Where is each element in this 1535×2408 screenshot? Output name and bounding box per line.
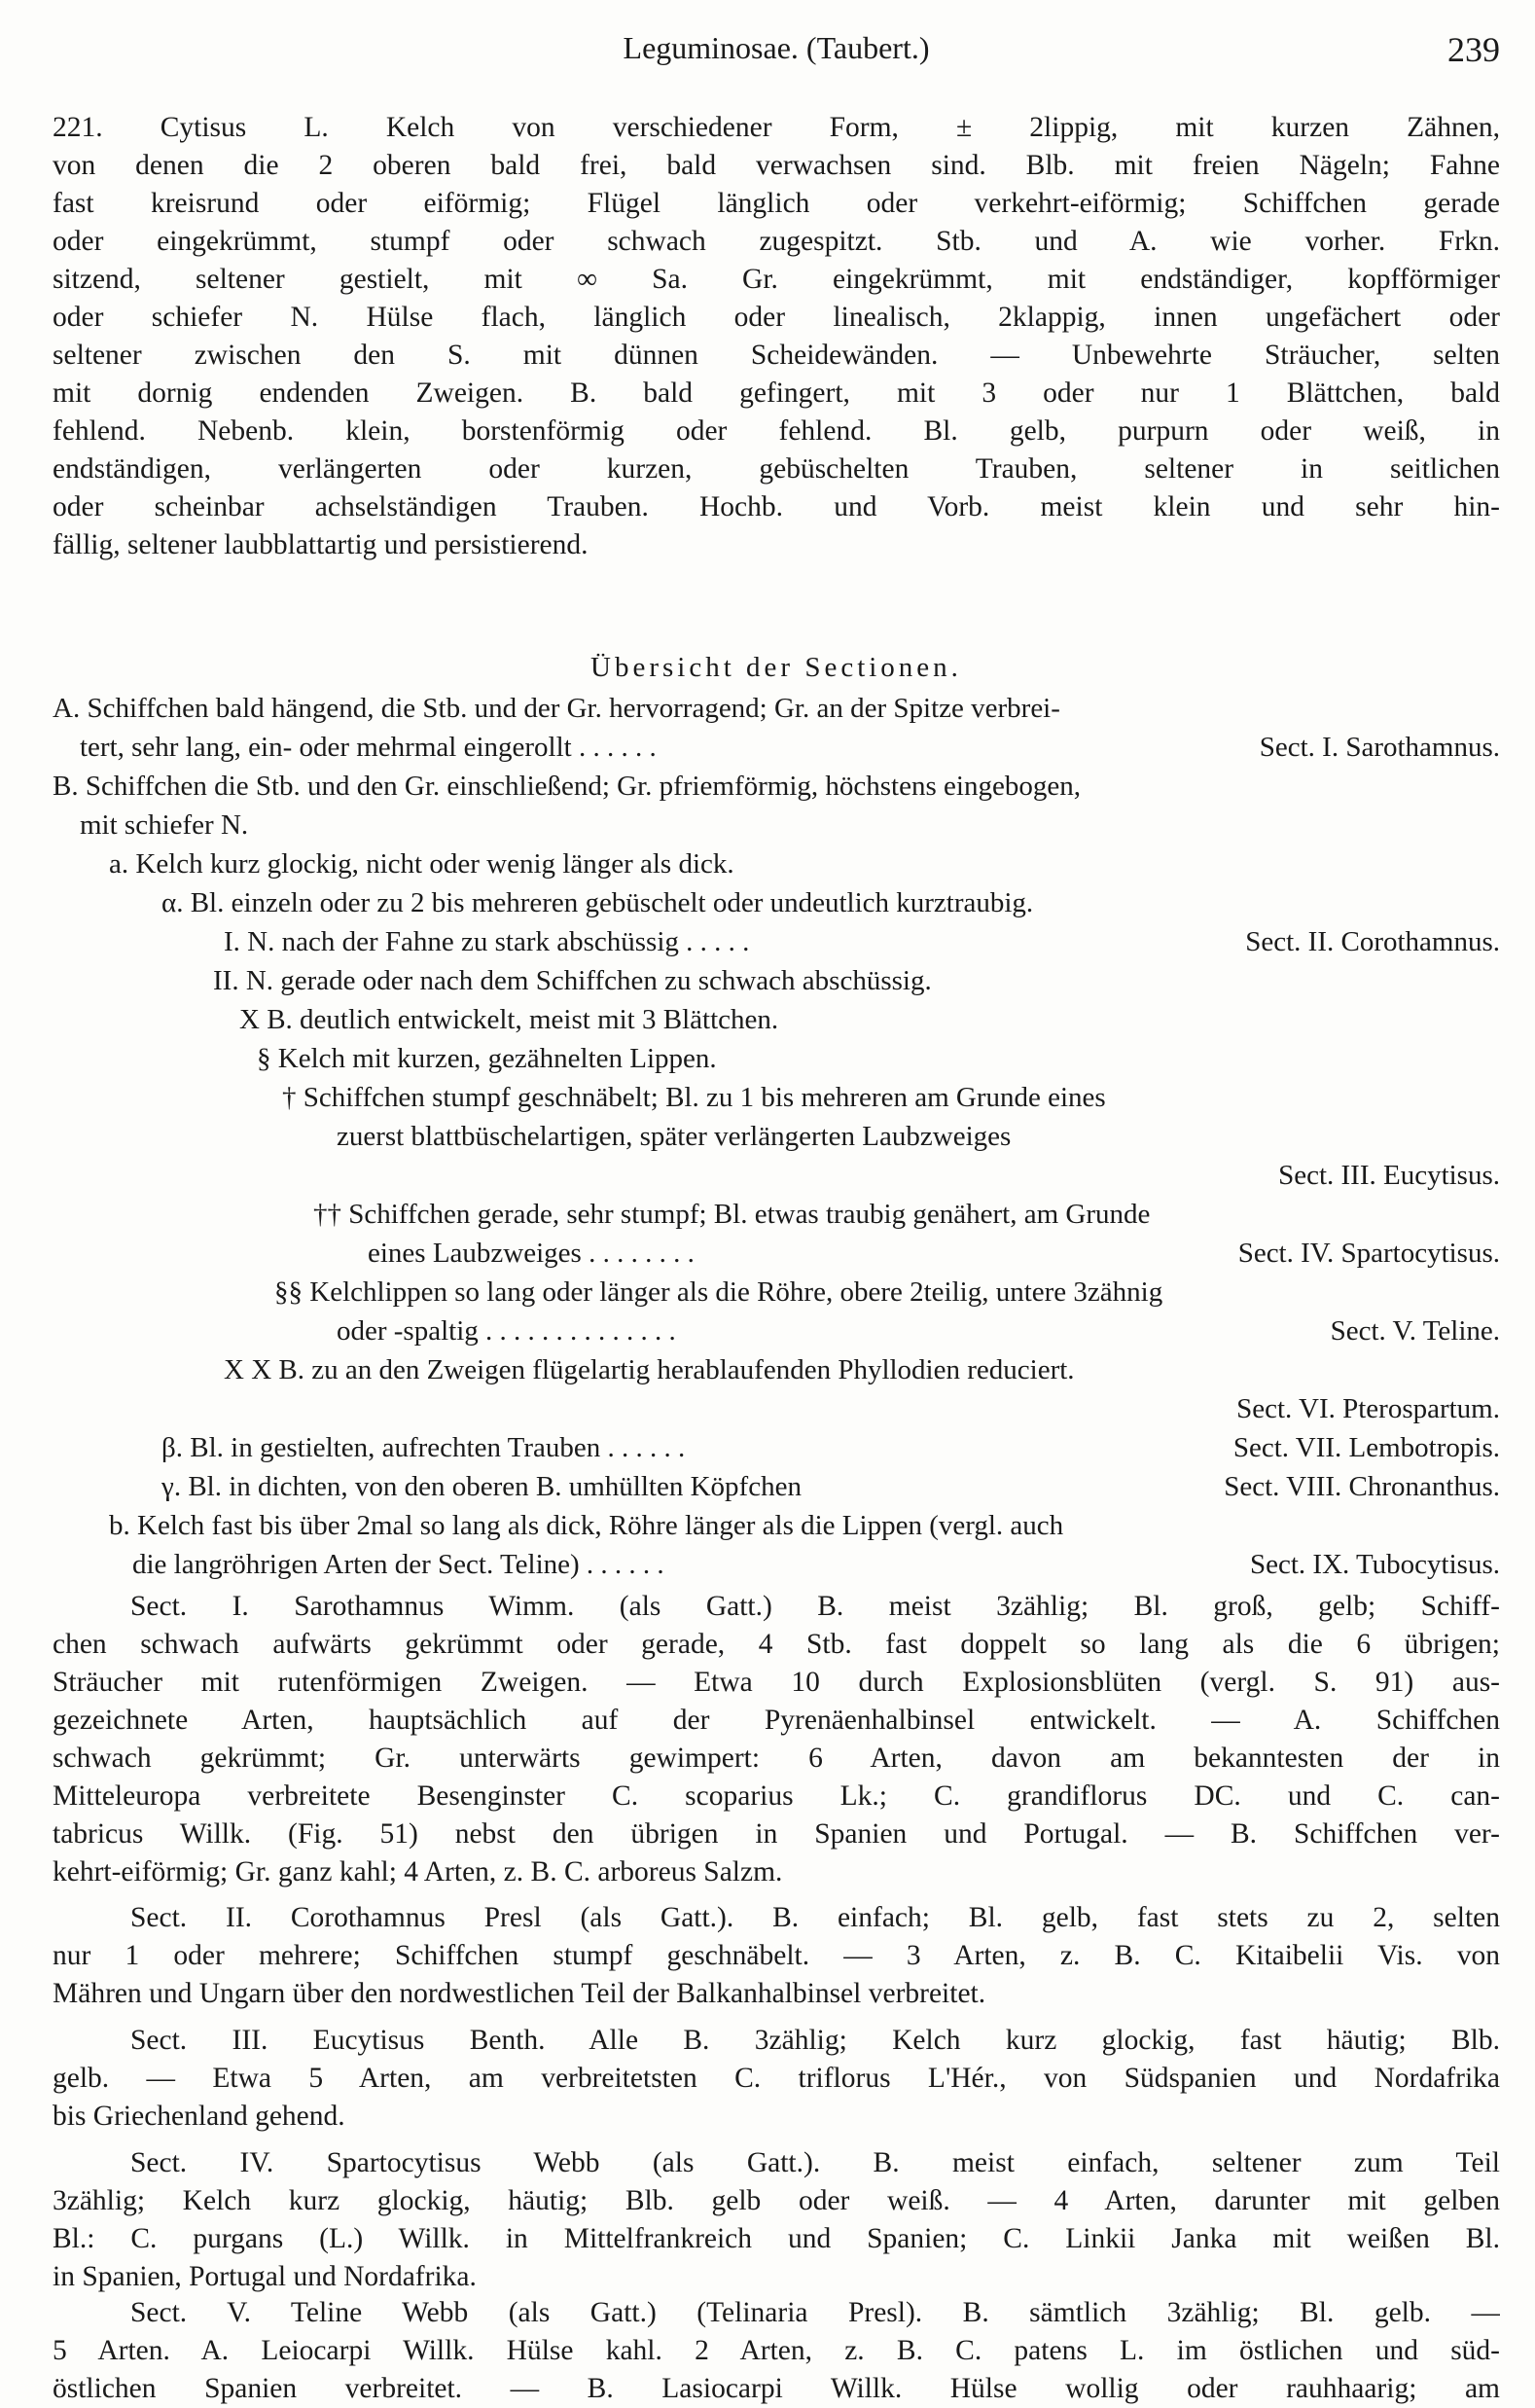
key-line: eines Laubzweiges . . . . . . . . Sect. IV. Spartocytisus.: [368, 1238, 1500, 1269]
key-line: die langröhrigen Arten der Sect. Teline) . . . . . . Sect. IX. Tubocytisus.: [132, 1549, 1500, 1580]
text-line: Sect. III. Eucytisus Benth. Alle B. 3zählig; Kelch kurz glockig, fast häutig; Blb.: [130, 2025, 1500, 2056]
page-number: 239: [1447, 30, 1500, 69]
text-line: 5 Arten. A. Leiocarpi Willk. Hülse kahl. 2 Arten, z. B. C. patens L. im östlichen und süd-: [53, 2335, 1500, 2366]
key-line: † Schiffchen stumpf geschnäbelt; Bl. zu 1 bis mehreren am Grunde eines: [282, 1082, 1106, 1113]
section-eucytisus: [53, 2022, 1500, 2136]
text-line: tabricus Willk. (Fig. 51) nebst den übrigen in Spanien und Portugal. — B. Schiffchen ver-: [53, 1818, 1500, 1850]
key-line: X B. deutlich entwickelt, meist mit 3 Blättchen.: [239, 1004, 779, 1035]
key-line: § Kelch mit kurzen, gezähnelten Lippen.: [257, 1043, 717, 1074]
text-line: gezeichnete Arten, hauptsächlich auf der Pyrenäenhalbinsel entwickelt. — A. Schiffchen: [53, 1705, 1500, 1736]
key-line: mit schiefer N.: [80, 809, 249, 841]
key-line: A. Schiffchen bald hängend, die Stb. und der Gr. hervorragend; Gr. an der Spitze verbrei-: [53, 693, 1060, 724]
running-title: Leguminosae. (Taubert.): [623, 30, 930, 65]
key-line: α. Bl. einzeln oder zu 2 bis mehreren gebüschelt oder undeutlich kurztraubig.: [161, 887, 1034, 918]
text-line: schwach gekrümmt; Gr. unterwärts gewimpert: 6 Arten, davon am bekanntesten der in: [53, 1743, 1500, 1774]
text-line: Sect. IV. Spartocytisus Webb (als Gatt.). B. meist einfach, seltener zum Teil: [130, 2147, 1500, 2178]
text-line: oder schiefer N. Hülse flach, länglich oder linealisch, 2klappig, innen ungefächert oder: [53, 302, 1500, 333]
key-line: b. Kelch fast bis über 2mal so lang als dick, Röhre länger als die Lippen (vergl. auch: [109, 1510, 1064, 1541]
text-line: sitzend, seltener gestielt, mit ∞ Sa. Gr. eingekrümmt, mit endständiger, kopfförmiger: [53, 264, 1500, 295]
text-line: Mähren und Ungarn über den nordwestlichen Teil der Balkanhalbinsel verbreitet.: [53, 1978, 986, 2009]
text-line: Mitteleuropa verbreitete Besenginster C. scoparius Lk.; C. grandiflorus DC. und C. can-: [53, 1780, 1500, 1812]
text-line: fast kreisrund oder eiförmig; Flügel länglich oder verkehrt-eiförmig; Schiffchen gerade: [53, 188, 1500, 219]
key-line: §§ Kelchlippen so lang oder länger als die Röhre, obere 2teilig, untere 3zähnig: [274, 1276, 1163, 1308]
text-line: 3zählig; Kelch kurz glockig, häutig; Blb. gelb oder weiß. — 4 Arten, darunter mit gelben: [53, 2185, 1500, 2216]
text-line: in Spanien, Portugal und Nordafrika.: [53, 2261, 477, 2292]
text-line: bis Griechenland gehend.: [53, 2101, 345, 2132]
section-corothamnus: [53, 1899, 1500, 2013]
text-line: nur 1 oder mehrere; Schiffchen stumpf geschnäbelt. — 3 Arten, z. B. C. Kitaibelii Vis. von: [53, 1940, 1500, 1971]
text-line: endständigen, verlängerten oder kurzen, gebüschelten Trauben, seltener in seitlichen: [53, 453, 1500, 485]
key-line: zuerst blattbüschelartigen, später verlängerten Laubzweiges: [337, 1121, 1012, 1152]
text-line: Sect. II. Corothamnus Presl (als Gatt.). B. einfach; Bl. gelb, fast stets zu 2, selten: [130, 1902, 1500, 1933]
key-line: †† Schiffchen gerade, sehr stumpf; Bl. etwas traubig genähert, am Grunde: [313, 1199, 1151, 1230]
key-heading: Übersicht der Sectionen.: [590, 652, 962, 683]
section-teline: [53, 2294, 1500, 2408]
text-line: Sect. I. Sarothamnus Wimm. (als Gatt.) B. meist 3zählig; Bl. groß, gelb; Schiff-: [130, 1591, 1500, 1622]
key-line: a. Kelch kurz glockig, nicht oder wenig länger als dick.: [109, 848, 734, 880]
genus-description: [53, 109, 1500, 564]
text-line: fehlend. Nebenb. klein, borstenförmig oder fehlend. Bl. gelb, purpurn oder weiß, in: [53, 415, 1500, 447]
key-line: tert, sehr lang, ein- oder mehrmal eingerollt . . . . . . Sect. I. Sarothamnus.: [80, 732, 1500, 763]
text-line: chen schwach aufwärts gekrümmt oder gerade, 4 Stb. fast doppelt so lang als die 6 übrigen;: [53, 1629, 1500, 1660]
text-line: 221. Cytisus L. Kelch von verschiedener Form, ± 2lippig, mit kurzen Zähnen,: [53, 112, 1500, 143]
text-line: fällig, seltener laubblattartig und persistierend.: [53, 529, 589, 560]
section-spartocytisus: [53, 2144, 1500, 2296]
text-line: östlichen Spanien verbreitet. — B. Lasiocarpi Willk. Hülse wollig oder rauhhaarig; am: [53, 2373, 1500, 2404]
key-line: Sect. VI. Pterospartum.: [1236, 1393, 1500, 1424]
key-line: X X B. zu an den Zweigen flügelartig herablaufenden Phyllodien reduciert.: [224, 1354, 1075, 1385]
text-line: gelb. — Etwa 5 Arten, am verbreitetsten C. triflorus L'Hér., von Südspanien und Nordafrika: [53, 2063, 1500, 2094]
running-header: [53, 23, 1500, 72]
key-line: B. Schiffchen die Stb. und den Gr. einschließend; Gr. pfriemförmig, höchstens eingebogen,: [53, 771, 1081, 802]
key-line: oder -spaltig . . . . . . . . . . . . . . Sect. V. Teline.: [337, 1315, 1500, 1347]
key-line: β. Bl. in gestielten, aufrechten Trauben . . . . . . Sect. VII. Lembotropis.: [161, 1432, 1500, 1463]
text-line: kehrt-eiförmig; Gr. ganz kahl; 4 Arten, z. B. C. arboreus Salzm.: [53, 1856, 783, 1887]
text-line: Bl.: C. purgans (L.) Willk. in Mittelfrankreich und Spanien; C. Linkii Janka mit weißen Bl.: [53, 2223, 1500, 2254]
text-line: oder eingekrümmt, stumpf oder schwach zugespitzt. Stb. und A. wie vorher. Frkn.: [53, 226, 1500, 257]
text-line: Sträucher mit rutenförmigen Zweigen. — Etwa 10 durch Explosionsblüten (vergl. S. 91) aus-: [53, 1667, 1500, 1698]
key-line: Sect. III. Eucytisus.: [1278, 1160, 1500, 1191]
text-line: mit dornig endenden Zweigen. B. bald gefingert, mit 3 oder nur 1 Blättchen, bald: [53, 377, 1500, 409]
section-key: [53, 689, 1500, 1584]
text-line: Sect. V. Teline Webb (als Gatt.) (Telinaria Presl). B. sämtlich 3zählig; Bl. gelb. —: [130, 2297, 1500, 2328]
key-line: I. N. nach der Fahne zu stark abschüssig . . . . . Sect. II. Corothamnus.: [224, 926, 1500, 957]
key-line: II. N. gerade oder nach dem Schiffchen zu schwach abschüssig.: [213, 965, 932, 996]
text-line: von denen die 2 oberen bald frei, bald verwachsen sind. Blb. mit freien Nägeln; Fahne: [53, 150, 1500, 181]
text-line: seltener zwischen den S. mit dünnen Scheidewänden. — Unbewehrte Sträucher, selten: [53, 340, 1500, 371]
section-sarothamnus: [53, 1588, 1500, 1891]
key-line: γ. Bl. in dichten, von den oberen B. umhüllten Köpfchen Sect. VIII. Chronanthus.: [161, 1471, 1500, 1502]
text-line: oder scheinbar achselständigen Trauben. Hochb. und Vorb. meist klein und sehr hin-: [53, 491, 1500, 522]
